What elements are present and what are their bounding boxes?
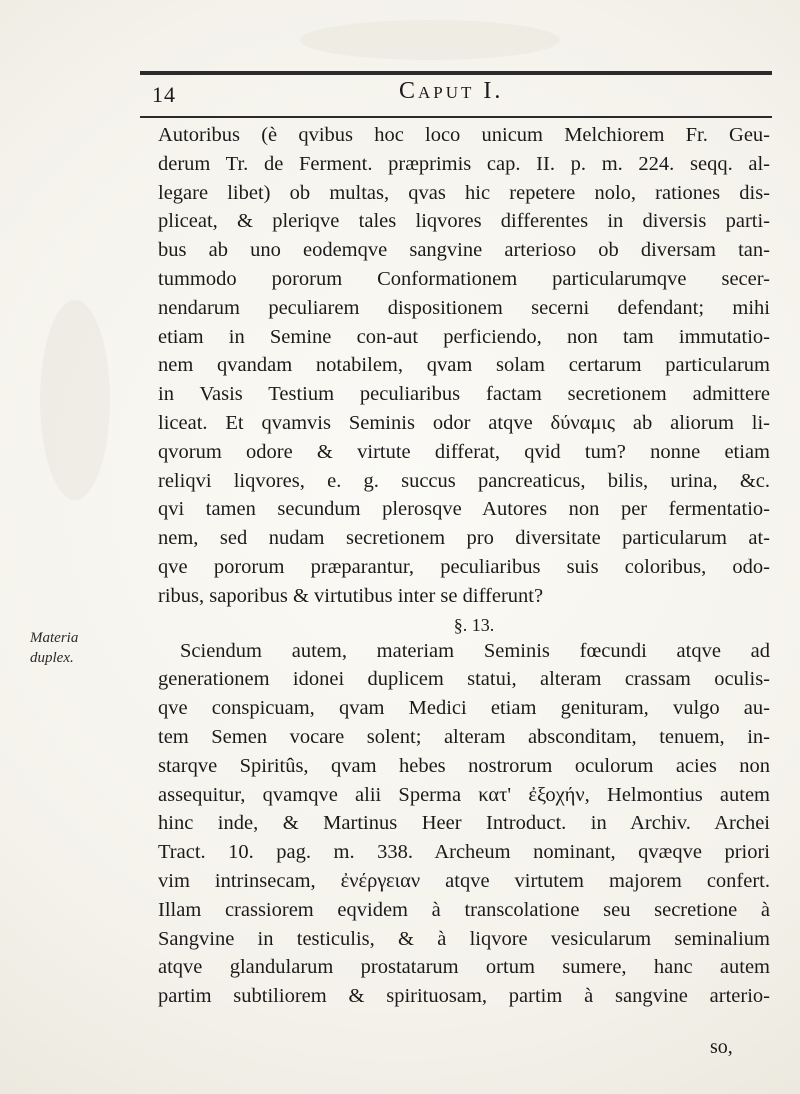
text-line: nendarum peculiarem dispositionem secerni defendant; mihi (158, 296, 770, 319)
text-line: hinc inde, & Martinus Heer Introduct. in Archiv. Archei (158, 812, 770, 835)
text-line: tem Semen vocare solent; alteram absconditam, tenuem, in- (158, 725, 770, 748)
text-line: qve conspicuam, qvam Medici etiam genituram, vulgo au- (158, 697, 770, 720)
main-text (158, 121, 770, 1011)
text-line: Tract. 10. pag. m. 338. Archeum nominant, qvæqve priori (158, 841, 770, 864)
section-marker: §. 13. (453, 614, 495, 635)
text-line: vim intrinsecam, ἐνέργειαν atqve virtutem majorem confert. (158, 869, 770, 892)
text-line: Sciendum autem, materiam Seminis fœcundi atqve ad (180, 639, 770, 662)
text-line: Autoribus (è qvibus hoc loco unicum Melchiorem Fr. Geu- (158, 124, 770, 146)
text-line: derum Tr. de Ferment. præprimis cap. II. p. m. 224. seqq. al- (158, 152, 770, 175)
text-line: nem, sed nudam secretionem pro diversitate particularum at- (158, 527, 770, 550)
page-number: 14 (152, 82, 176, 107)
text-line: in Vasis Testium peculiaribus factam secretionem admittere (158, 383, 770, 406)
text-line: assequitur, qvamqve alii Sperma κατ' ἐξοχήν, Helmontius autem (158, 783, 770, 806)
text-line: Illam crassiorem eqvidem à transcolatione seu secretione à (158, 898, 770, 921)
text-line: bus ab uno eodemqve sangvine arterioso ob diversam tan- (158, 239, 770, 262)
catchword: so, (710, 1036, 733, 1058)
header-rule-bottom (140, 116, 772, 118)
text-line: partim subtiliorem & spirituosam, partim à sangvine arterio- (158, 985, 770, 1008)
paper-stain (40, 300, 110, 500)
text-line: reliqvi liqvores, e. g. succus pancreaticus, bilis, urina, &c. (158, 469, 770, 492)
page-header (142, 76, 770, 118)
text-line: tummodo pororum Conformationem particularumqve secer- (158, 267, 770, 290)
paper-stain (300, 20, 560, 60)
header-rule-top (140, 71, 772, 75)
text-line: qvorum odore & virtute differat, qvid tum? nonne etiam (158, 440, 770, 463)
text-line: etiam in Semine con-aut perficiendo, non tam immutatio- (158, 325, 770, 348)
text-line: nem qvandam notabilem, qvam solam certarum particularum (158, 354, 770, 377)
running-head: Caput I. (399, 78, 504, 104)
margin-note: Materia duplex. (30, 630, 79, 666)
text-line: ribus, saporibus & virtutibus inter se differunt? (158, 584, 544, 607)
text-line: pliceat, & pleriqve tales liqvores differentes in diversis parti- (158, 210, 770, 233)
text-line: qve pororum præparantur, peculiaribus suis coloribus, odo- (158, 555, 770, 578)
text-line: generationem idonei duplicem statui, alteram crassam oculis- (158, 668, 770, 691)
text-line: atqve glandularum prostatarum ortum sumere, hanc autem (158, 956, 770, 979)
text-line: qvi tamen secundum plerosqve Autores non per fermentatio- (158, 498, 770, 521)
text-line: Sangvine in testiculis, & à liqvore vesicularum seminalium (158, 927, 770, 950)
text-line: liceat. Et qvamvis Seminis odor atqve δύναμις ab aliorum li- (158, 411, 770, 434)
text-line: starqve Spiritûs, qvam hebes nostrorum oculorum acies non (158, 754, 770, 777)
text-line: legare libet) ob multas, qvas hic repetere nolo, rationes dis- (158, 181, 770, 204)
